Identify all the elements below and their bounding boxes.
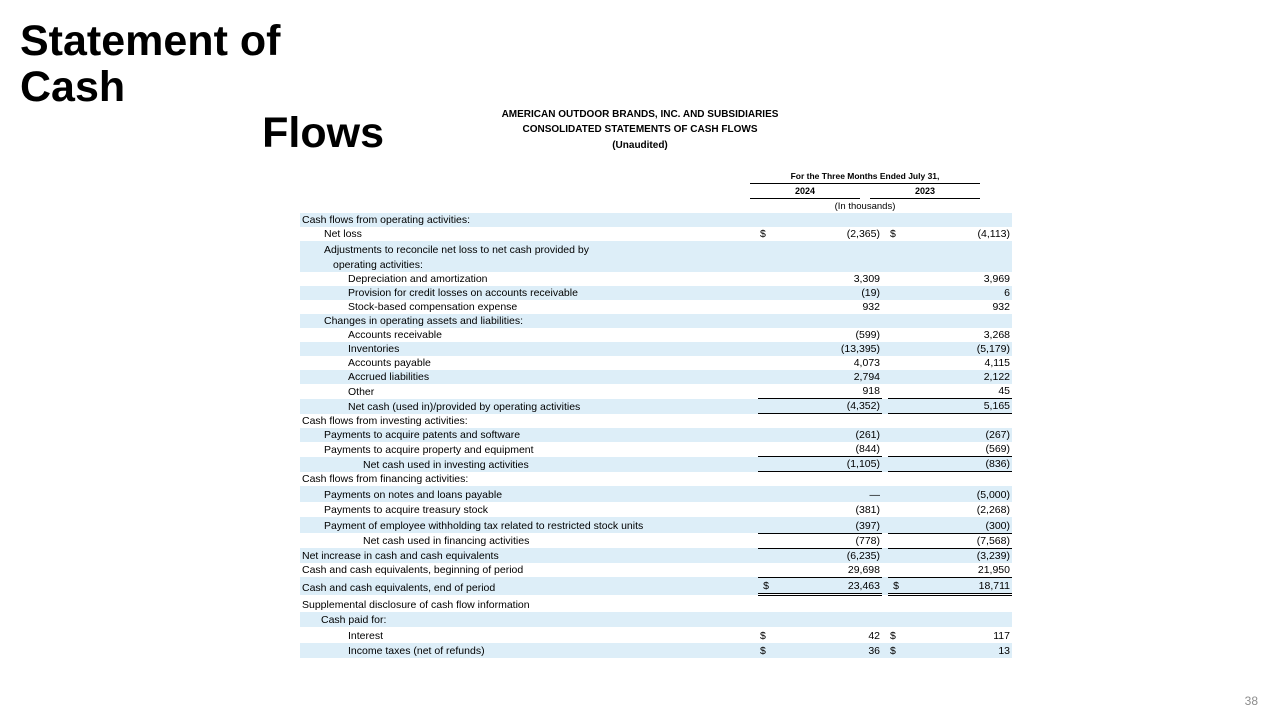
slide-title-line-1: Statement of Cash: [20, 17, 281, 111]
units-header: (In thousands): [834, 201, 896, 212]
table-row: [300, 517, 1012, 533]
currency-symbol: $: [760, 228, 766, 240]
row-label: Net increase in cash and cash equivalents: [300, 548, 752, 563]
table-row: [300, 286, 1012, 300]
table-row: [300, 612, 1012, 628]
row-label: Supplemental disclosure of cash flow information: [302, 598, 530, 611]
value-2024: 29,698: [774, 563, 882, 578]
year-2023-header: 2023: [914, 186, 936, 196]
value-2024: (13,395): [774, 342, 882, 356]
row-label: Provision for credit losses on accounts receivable: [300, 286, 752, 300]
row-label: Stock-based compensation expense: [348, 301, 518, 313]
table-row: [300, 428, 1012, 442]
value-2024: (1,105): [774, 457, 882, 472]
value-2024: (261): [774, 428, 882, 442]
row-label: Adjustments to reconcile net loss to net cash provided by: [300, 241, 752, 257]
value-2024: 36: [774, 643, 882, 659]
currency-symbol: $: [758, 643, 774, 659]
row-label: Inventories: [300, 342, 752, 356]
table-row: [300, 384, 1012, 399]
row-label: Cash flows from financing activities:: [302, 473, 469, 485]
table-row: [300, 257, 1012, 273]
table-row: [300, 577, 1012, 595]
table-row: [300, 595, 1012, 612]
row-label: Payments to acquire patents and software: [300, 428, 752, 442]
row-label: Net loss: [324, 228, 362, 240]
table-row: [300, 272, 1012, 286]
table-row: [300, 442, 1012, 457]
value-2023: (300): [904, 517, 1012, 533]
row-label: Cash paid for:: [300, 612, 752, 628]
value-2023: 21,950: [904, 563, 1012, 578]
row-label: Payment of employee withholding tax related to restricted stock units: [300, 517, 752, 533]
table-row: [300, 314, 1012, 328]
value-2024: (778): [774, 533, 882, 548]
value-2024: (2,365): [846, 228, 880, 240]
value-2023: 18,711: [904, 577, 1012, 595]
value-2023: (836): [904, 457, 1012, 472]
currency-symbol: $: [888, 577, 904, 595]
row-label: Cash and cash equivalents, beginning of period: [302, 564, 524, 576]
value-2024: 4,073: [853, 357, 880, 369]
row-label: Income taxes (net of refunds): [300, 643, 752, 659]
value-2023: 45: [904, 384, 1012, 399]
row-label: Net cash used in financing activities: [363, 535, 530, 547]
period-header: For the Three Months Ended July 31,: [790, 171, 940, 181]
year-2024-header: 2024: [794, 186, 816, 196]
table-row: [300, 414, 1012, 429]
value-2024: (844): [774, 442, 882, 457]
value-2023: (267): [904, 428, 1012, 442]
row-label: Net cash used in investing activities: [300, 457, 752, 472]
value-2023: (4,113): [977, 228, 1010, 240]
value-2024: (381): [855, 504, 880, 516]
value-2023: (5,000): [904, 486, 1012, 502]
value-2023: 4,115: [984, 357, 1010, 369]
statement-name: CONSOLIDATED STATEMENTS OF CASH FLOWS: [522, 124, 758, 135]
currency-symbol: $: [760, 629, 766, 642]
currency-symbol: $: [888, 643, 904, 659]
row-label: Payments on notes and loans payable: [300, 486, 752, 502]
table-row: [300, 486, 1012, 502]
table-row: [300, 563, 1012, 578]
value-2023: (3,239): [904, 548, 1012, 563]
company-name: AMERICAN OUTDOOR BRANDS, INC. AND SUBSIDIARIES: [501, 109, 779, 120]
row-label: Interest: [348, 629, 384, 642]
year-2023-rule: [870, 198, 980, 199]
table-row: [300, 502, 1012, 518]
table-row: [300, 241, 1012, 257]
row-label: Accounts receivable: [348, 329, 442, 341]
value-2024: (6,235): [774, 548, 882, 563]
table-row: [300, 643, 1012, 659]
table-row: [300, 457, 1012, 472]
value-2023: (2,268): [976, 504, 1010, 516]
row-label: Other: [348, 385, 375, 398]
statement-qualifier: (Unaudited): [612, 140, 668, 151]
table-row: [300, 213, 1012, 227]
row-label: Accounts payable: [348, 357, 431, 369]
value-2023: 3,969: [983, 273, 1010, 285]
row-label: Depreciation and amortization: [348, 273, 488, 285]
table-row: [300, 370, 1012, 384]
period-rule: [750, 183, 980, 184]
row-label: Changes in operating assets and liabilities:: [300, 314, 752, 328]
value-2023: 3,268: [983, 329, 1010, 341]
table-row: [300, 533, 1012, 548]
value-2024: (4,352): [774, 399, 882, 414]
value-2024: 23,463: [774, 577, 882, 595]
table-row: [300, 627, 1012, 643]
table-row: [300, 548, 1012, 563]
value-2023: 932: [992, 301, 1010, 313]
currency-symbol: $: [890, 228, 896, 240]
row-label: Cash and cash equivalents, end of period: [300, 577, 752, 595]
value-2023: (569): [904, 442, 1012, 457]
row-label: Payments to acquire property and equipment: [324, 443, 534, 456]
cash-flow-table: [300, 213, 1012, 658]
table-row: [300, 328, 1012, 342]
value-2023: 6: [904, 286, 1012, 300]
value-2023: (5,179): [904, 342, 1012, 356]
value-2024: (599): [855, 329, 880, 341]
value-2024: 918: [774, 384, 882, 399]
value-2024: —: [774, 486, 882, 502]
row-label: Cash flows from operating activities:: [300, 213, 752, 227]
value-2024: (19): [774, 286, 882, 300]
value-2023: (7,568): [904, 533, 1012, 548]
value-2024: 42: [868, 629, 880, 642]
currency-symbol: $: [890, 629, 896, 642]
table-row: [300, 399, 1012, 414]
table-row: [300, 300, 1012, 314]
row-label: Payments to acquire treasury stock: [324, 504, 488, 516]
value-2024: 932: [862, 301, 880, 313]
value-2023: 5,165: [904, 399, 1012, 414]
value-2024: 3,309: [853, 273, 880, 285]
table-row: [300, 472, 1012, 487]
value-2023: 2,122: [904, 370, 1012, 384]
value-2024: (397): [774, 517, 882, 533]
slide-title: [20, 18, 384, 156]
slide-title-line-2: Flows: [262, 109, 384, 157]
table-row: [300, 342, 1012, 356]
year-2024-rule: [750, 198, 860, 199]
table-row: [300, 227, 1012, 241]
value-2024: 2,794: [774, 370, 882, 384]
row-label: operating activities:: [300, 257, 752, 273]
table-row: [300, 356, 1012, 370]
row-label: Net cash (used in)/provided by operating activities: [300, 399, 752, 414]
row-label: Cash flows from investing activities:: [302, 415, 468, 427]
page-number: 38: [1244, 694, 1258, 708]
row-label: Accrued liabilities: [300, 370, 752, 384]
currency-symbol: $: [758, 577, 774, 595]
value-2023: 117: [993, 629, 1010, 642]
value-2023: 13: [904, 643, 1012, 659]
